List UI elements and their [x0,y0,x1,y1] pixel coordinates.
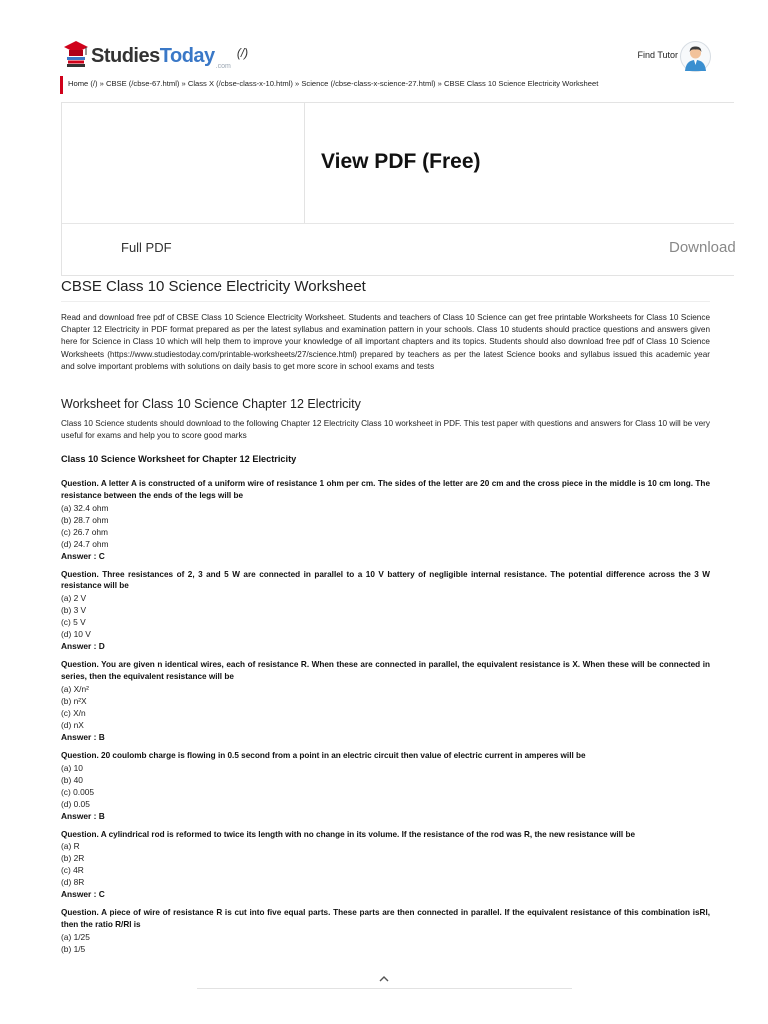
answer-key: Answer : D [61,641,105,652]
answer-option: (c) 4R [61,865,84,876]
answer-option: (d) 10 V [61,629,91,640]
logo-suffix: .com [215,63,231,70]
answer-option: (a) X/n² [61,683,89,694]
answer-option: (b) 2R [61,853,85,864]
site-header [0,0,768,88]
question-text: Question. A piece of wire of resistance R is cut into five equal parts. These parts are then connected in parallel. If the equivalent resistance of this combination isRl, then the ratio R/Rl is [61,908,710,930]
question-list [61,478,710,962]
answer-option: (a) 2 V [61,593,87,604]
question-item [61,829,710,901]
question-item [61,907,710,955]
answer-option: (b) 1/5 [61,943,86,954]
worksheet-subheading: Worksheet for Class 10 Science Chapter 12 Electricity [61,397,361,411]
logo-part-today: Today [159,45,215,67]
title-divider [61,301,710,302]
bottom-divider [197,988,572,989]
answer-option: (b) n²X [61,695,87,706]
page-title: CBSE Class 10 Science Electricity Worksheet [61,278,366,295]
full-pdf-button[interactable]: Full PDF [121,240,172,255]
question-text: Question. A cylindrical rod is reformed to twice its length with no change in its volume. If the resistance of the rod was R, the new resistance will be [61,829,635,839]
answer-key: Answer : B [61,810,105,821]
logo-wordmark [91,46,215,66]
worksheet-description: Class 10 Science students should download to the following Chapter 12 Electricity Class 10 worksheet in PDF. This test paper with questions and answers for Class 10 will be very useful for exams and help you to score good marks [61,419,710,441]
question-item [61,750,710,822]
question-text: Question. Three resistances of 2, 3 and 5 W are connected in parallel to a 10 V battery of negligible internal resistance. The potential difference across the 3 W resistance will be [61,569,710,591]
question-text: Question. A letter A is constructed of a uniform wire of resistance 1 ohm per cm. The sides of the letter are 20 cm and the cross piece in the middle is 10 cm long. The resistance between the ends of the legs will be [61,479,710,500]
answer-option: (a) R [61,841,80,852]
answer-key: Answer : B [61,731,105,742]
answer-option: (a) 1/25 [61,931,90,942]
view-pdf-title[interactable]: View PDF (Free) [321,150,481,173]
pdf-panel-divider [62,223,734,224]
breadcrumb[interactable]: Home (/) » CBSE (/cbse-67.html) » Class X (/cbse-class-x-10.html) » Science (/cbse-class-x-science-27.html) » CBSE Class 10 Science Electricity Worksheet [60,76,728,94]
answer-option: (d) nX [61,719,84,730]
download-button[interactable]: Download [669,239,736,256]
question-item [61,659,710,743]
answer-option: (c) X/n [61,707,86,718]
question-text: Question. 20 coulomb charge is flowing in 0.5 second from a point in an electric circuit then value of electric current in amperes will be [61,750,586,760]
answer-option: (d) 24.7 ohm [61,538,109,549]
answer-option: (b) 28.7 ohm [61,514,109,525]
question-text: Question. You are given n identical wires, each of resistance R. When these are connected in parallel, the equivalent resistance is X. When these will be connected in series, then the equivalent resistance will be [61,660,710,681]
graduation-cap-icon [63,38,89,68]
answer-option: (c) 0.005 [61,786,95,797]
answer-key: Answer : C [61,550,105,561]
intro-paragraph: Read and download free pdf of CBSE Class 10 Science Electricity Worksheet. Students and teachers of Class 10 Science can get free printable Worksheets for Class 10 Science Chapter 12 Electricity in PDF format prepared as per the latest syllabus and examination pattern in your schools. Class 10 students should practice questions and answers given here for Science in Class 10 which will help them to improve your knowledge of all important chapters and its topics. Students should also download free pdf of Class 10 Science Worksheets (https://www.studiestoday.com/printable-worksheets/27/science.html) prepared by teachers as per the latest Science books and syllabus issued this academic year and solve important problems with solutions on daily basis to get more score in school exams and tests [61,313,710,371]
answer-option: (a) 32.4 ohm [61,502,109,513]
answer-option: (d) 0.05 [61,798,90,809]
section-heading: Class 10 Science Worksheet for Chapter 12 Electricity [61,454,297,464]
site-logo[interactable] [63,38,248,72]
pdf-thumbnail [62,103,305,223]
chevron-up-icon[interactable] [374,972,394,986]
pdf-viewer-panel [61,102,734,276]
question-item [61,569,710,653]
logo-link-text: (/) [236,46,249,60]
answer-option: (b) 3 V [61,605,87,616]
answer-option: (c) 5 V [61,617,86,628]
answer-option: (b) 40 [61,774,83,785]
logo-part-studies: Studies [91,45,160,67]
answer-key: Answer : C [61,889,105,900]
find-tutor-link[interactable]: Find Tutor [637,50,678,60]
user-avatar-icon[interactable] [680,41,711,72]
answer-option: (d) 8R [61,877,85,888]
answer-option: (a) 10 [61,762,83,773]
answer-option: (c) 26.7 ohm [61,526,109,537]
question-item [61,478,710,562]
